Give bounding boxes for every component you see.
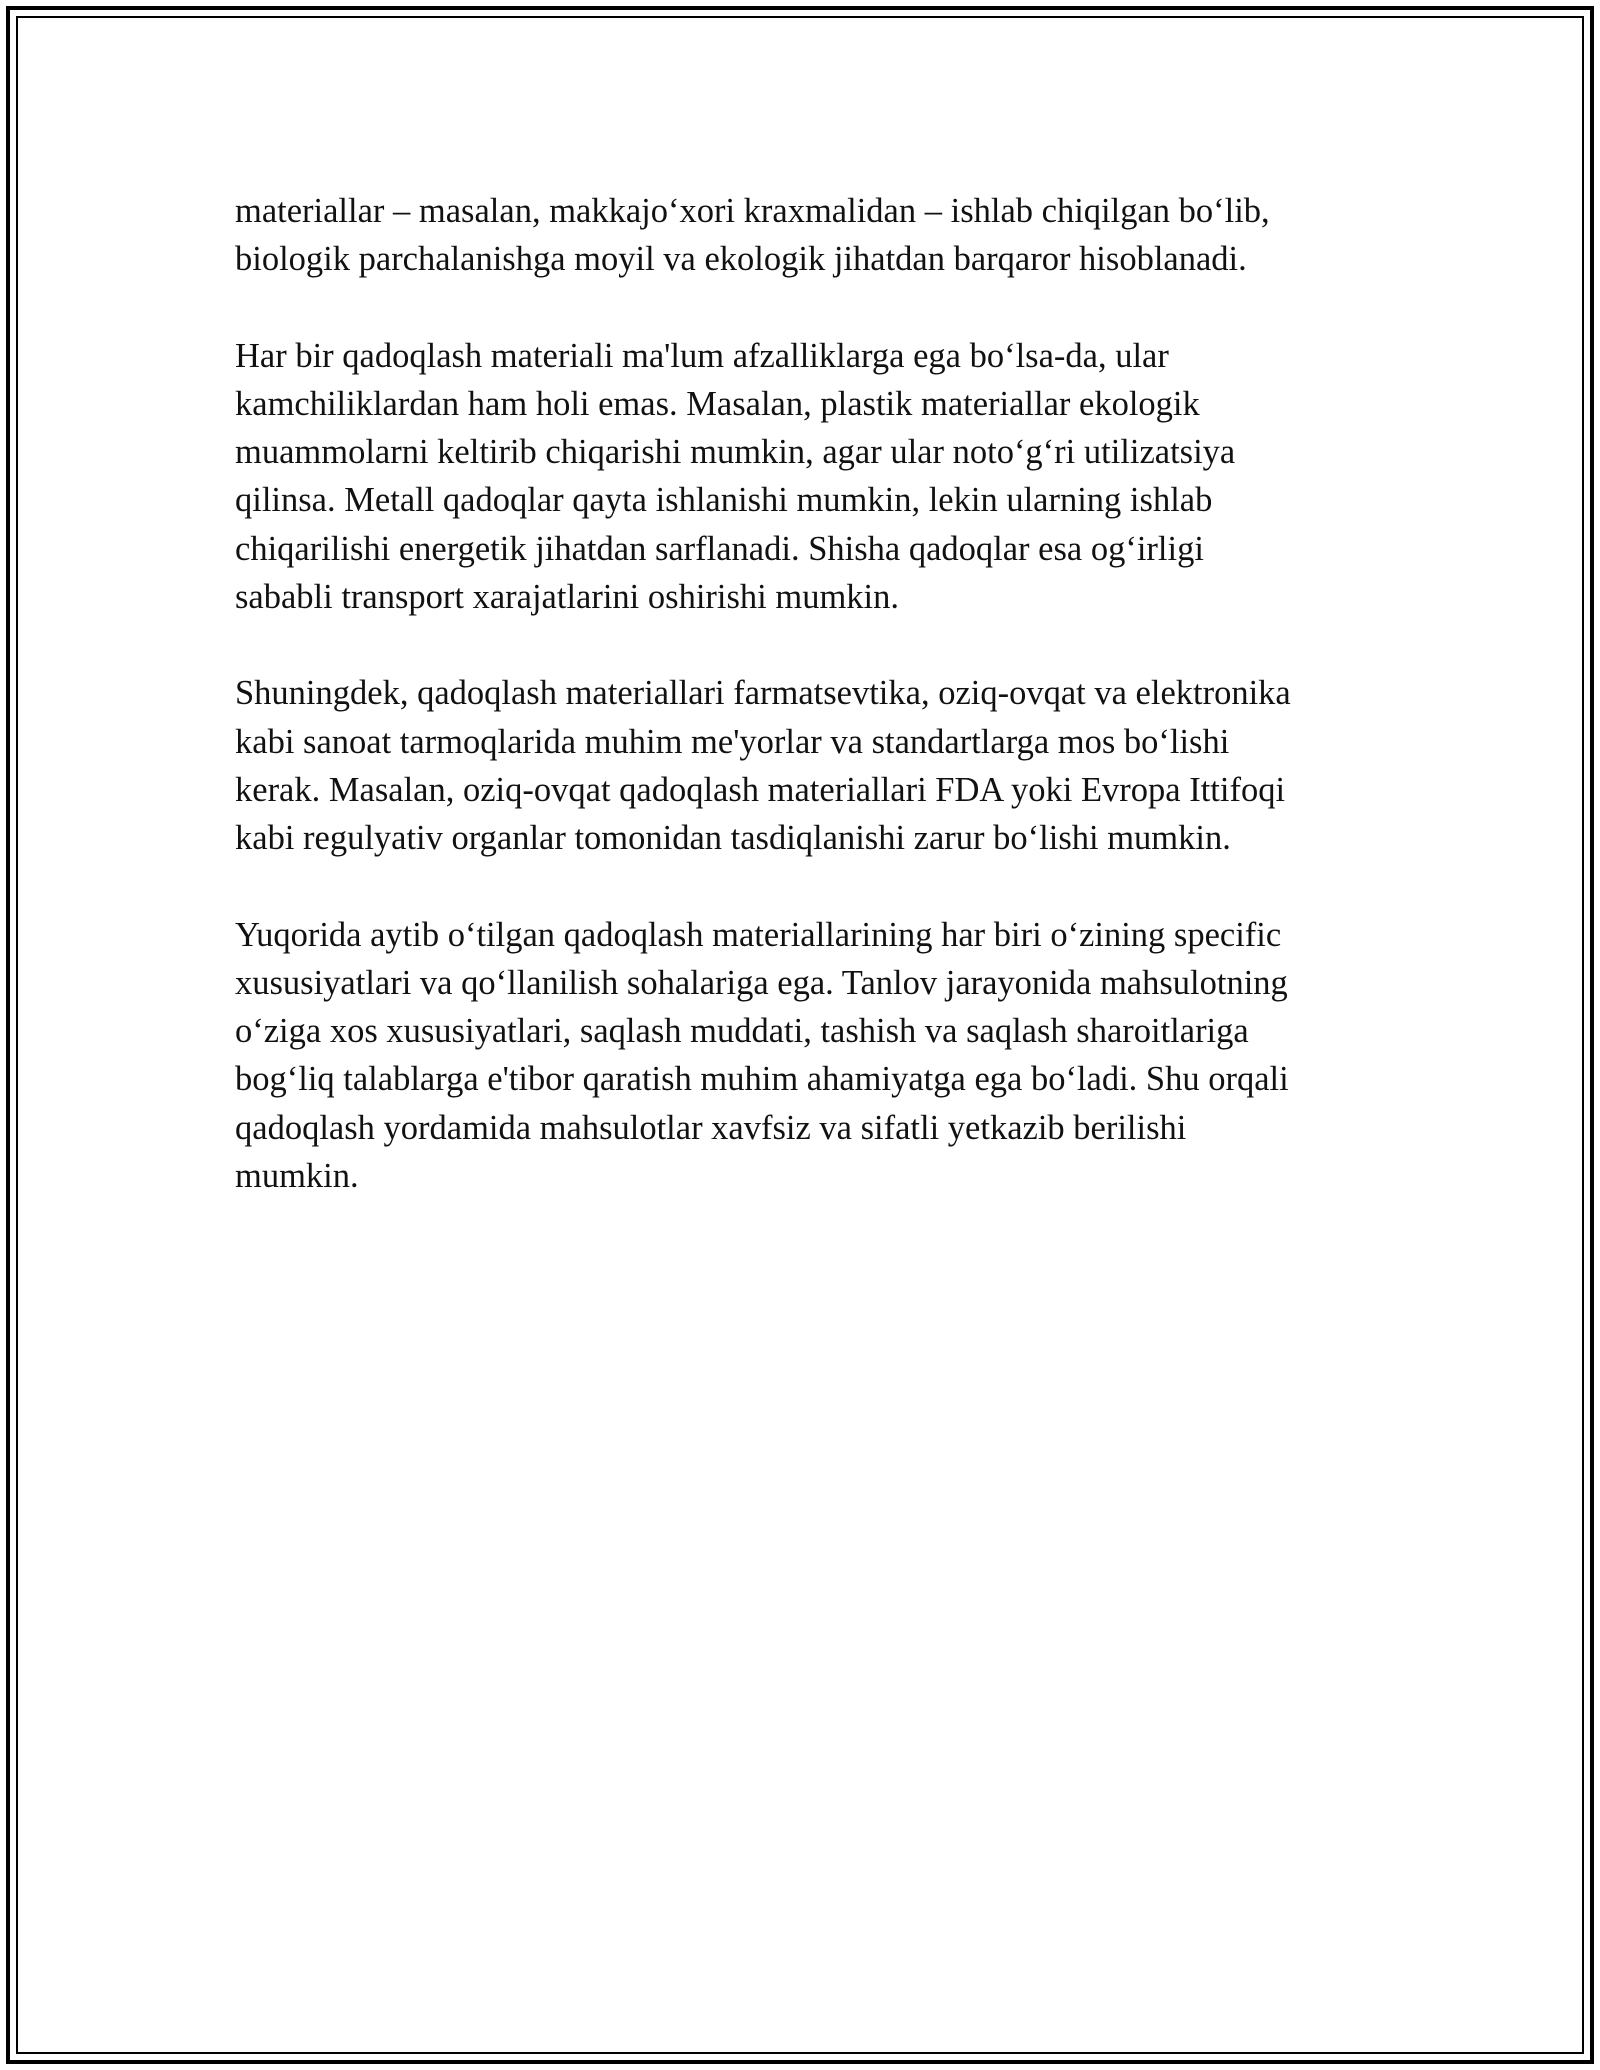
text-line: kamchiliklardan ham holi emas. Masalan, plastik materiallar ekologik (235, 384, 1200, 423)
text-line: biologik parchalanishga moyil va ekologik jihatdan barqaror hisoblanadi. (235, 240, 1247, 279)
text-line: bog‘liq talablarga e'tibor qaratish muhim ahamiyatga ega bo‘ladi. Shu orqali (235, 1060, 1289, 1099)
text-line: mumkin. (235, 1157, 359, 1196)
text-line: sababli transport xarajatlarini oshirishi mumkin. (235, 578, 899, 617)
text-line: kabi regulyativ organlar tomonidan tasdiqlanishi zarur bo‘lishi mumkin. (235, 819, 1231, 858)
paragraph-1 (235, 187, 1375, 284)
text-line: muammolarni keltirib chiqarishi mumkin, agar ular noto‘g‘ri utilizatsiya (235, 433, 1236, 472)
text-line: kerak. Masalan, oziq-ovqat qadoqlash materiallari FDA yoki Evropa Ittifoqi (235, 770, 1286, 809)
text-line: xususiyatlari va qo‘llanilish sohalariga ega. Tanlov jarayonida mahsulotning (235, 963, 1288, 1002)
text-line: Yuqorida aytib o‘tilgan qadoqlash materiallarining har biri o‘zining specific (235, 915, 1282, 954)
text-line: kabi sanoat tarmoqlarida muhim me'yorlar va standartlarga mos bo‘lishi (235, 722, 1230, 761)
text-line: materiallar – masalan, makkajo‘xori kraxmalidan – ishlab chiqilgan bo‘lib, (235, 192, 1270, 230)
document-body (235, 187, 1375, 1248)
paragraph-2 (235, 332, 1375, 622)
text-line: o‘ziga xos xususiyatlari, saqlash muddati, tashish va saqlash sharoitlariga (235, 1012, 1249, 1051)
text-line: Har bir qadoqlash materiali ma'lum afzalliklarga ega bo‘lsa-da, ular (235, 336, 1169, 375)
paragraph-3 (235, 669, 1375, 862)
text-line: chiqarilishi energetik jihatdan sarflanadi. Shisha qadoqlar esa og‘irligi (235, 529, 1204, 568)
text-line: qadoqlash yordamida mahsulotlar xavfsiz va sifatli yetkazib berilishi (235, 1108, 1187, 1147)
paragraph-4 (235, 911, 1375, 1201)
text-line: Shuningdek, qadoqlash materiallari farmatsevtika, oziq-ovqat va elektronika (235, 674, 1291, 713)
text-line: qilinsa. Metall qadoqlar qayta ishlanishi mumkin, lekin ularning ishlab (235, 481, 1213, 520)
